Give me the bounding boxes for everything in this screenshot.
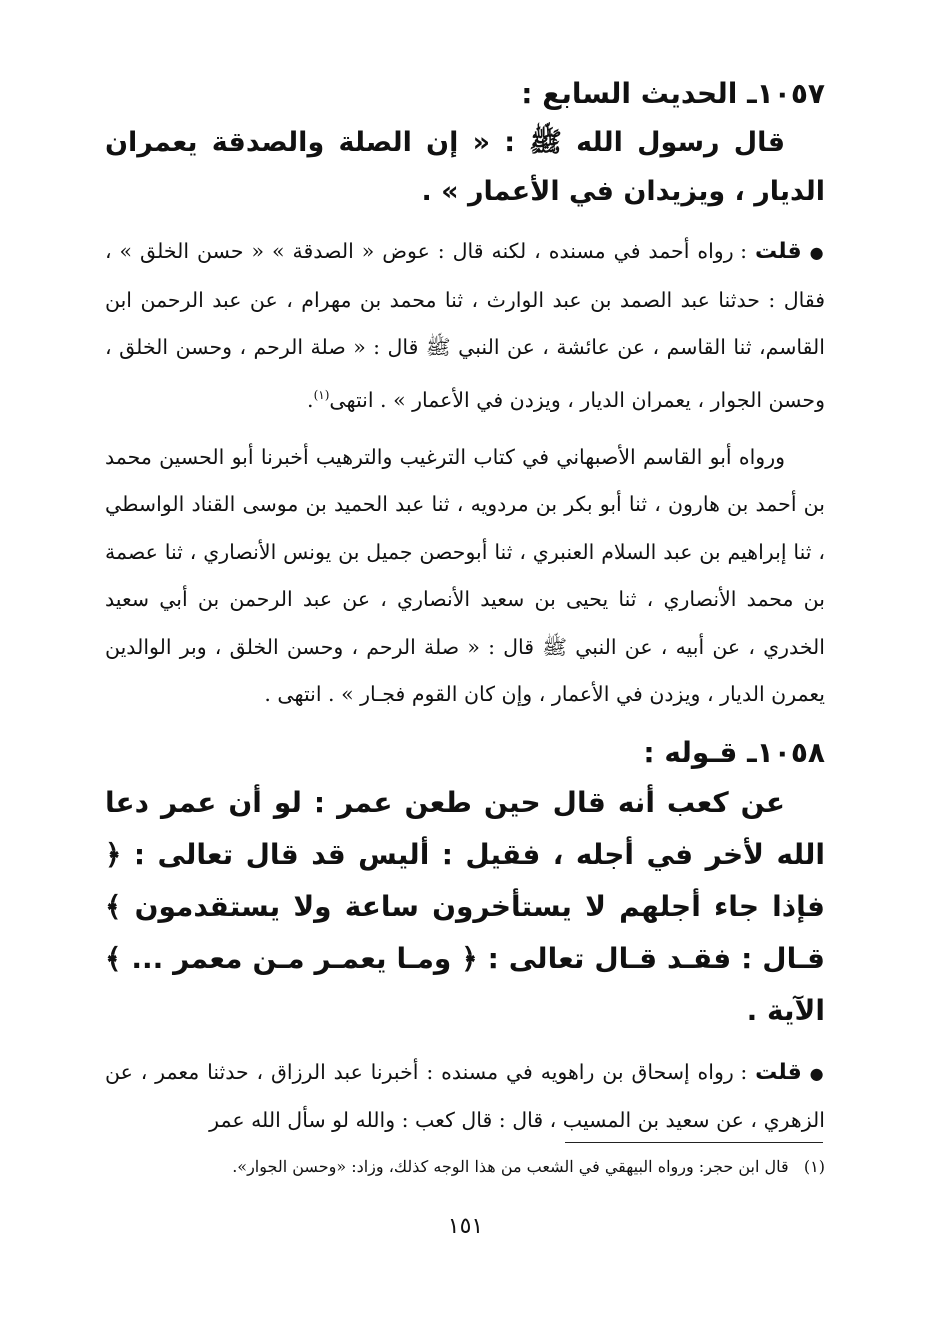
qult-label: قلت <box>755 1059 802 1085</box>
commentary-paragraph-2: ورواه أبو القاسم الأصبهاني في كتاب الترغيب والترهيب أخبرنا أبو الحسين محمد بن أحمد بن هارون ، ثنا أبو بكر بن مردويه ، ثنا عبد الحميد بن موسى القناد الواسطي ، ثنا إبراهيم بن عبد السلام العنبري ، ثنا أبوحصن جميل بن يونس الأنصاري ، ثنا عصمة بن محمد الأنصاري ، ثنا يحيى بن سعيد الأنصاري ، عن عبد الرحمن بن أبي سعيد الخدري ، عن أبيه ، عن النبي ﷺ قال : « صلة الرحم ، وحسن الخلق ، وبر الوالدين يعمرن الديار ، ويزدن في الأعمار ، وإن كان القوم فجـار » . انتهى . <box>105 444 825 707</box>
section-heading-1057: ١٠٥٧ـ الحديث السابع : <box>521 77 825 110</box>
footnote-reference: (١) <box>313 387 330 402</box>
bullet-icon: ● <box>809 1063 825 1083</box>
page-number: ١٥١ <box>447 1214 484 1239</box>
bullet-icon: ● <box>809 243 825 262</box>
footnote-divider <box>565 1142 823 1143</box>
hadith-text-1057: قال رسول الله ﷺ : « إن الصلة والصدقة يعمران الديار ، ويزيدان في الأعمار » . <box>105 127 825 207</box>
hadith-text-1058: عن كعب أنه قال حين طعن عمر : لو أن عمر دعا الله لأخر في أجله ، فقيل : أليس قد قال تعالى : ﴿ فإذا جاء أجلهم لا يستأخرون ساعة ولا يستقدمون ﴾ قـال : فقـد قـال تعالى : ﴿ ومـا يعمـر مـن معمر ... ﴾ الآية . <box>105 785 825 1027</box>
commentary-paragraph-3 <box>105 1049 825 1145</box>
qult-label: قلت <box>754 239 802 264</box>
footnote-text: قال ابن حجر: ورواه البيهقي في الشعب من هذا الوجه كذلك، وزاد: «وحسن الجوار». <box>232 1157 789 1176</box>
commentary-text: : رواه أحمد في مسنده ، لكنه قال : عوض « الصدقة » « حسن الخلق » ، فقال : حدثنا عبد الصمد بن عبد الوارث ، ثنا محمد بن مهرام ، عن عبد الرحمن ابن القاسم، ثنا القاسم ، عن عائشة ، عن النبي ﷺ قال : « صلة الرحم ، وحسن الخلق ، وحسن الجوار ، يعمران الديار ، ويزدن في الأعمار » . انتهى <box>105 239 825 412</box>
commentary-end: . <box>307 387 314 412</box>
commentary-paragraph-1 <box>105 228 825 424</box>
commentary-text: : رواه إسحاق بن راهويه في مسنده : أخبرنا عبد الرزاق ، حدثنا معمر ، عن الزهري ، عن سعيد بن المسيب ، قال : قال كعب : والله لو سأل الله عمر <box>105 1059 825 1133</box>
footnote-marker: (١) <box>803 1157 825 1176</box>
footnote <box>105 1152 825 1182</box>
section-heading-1058: ١٠٥٨ـ قـوله : <box>643 735 825 769</box>
page-body <box>105 70 825 1145</box>
